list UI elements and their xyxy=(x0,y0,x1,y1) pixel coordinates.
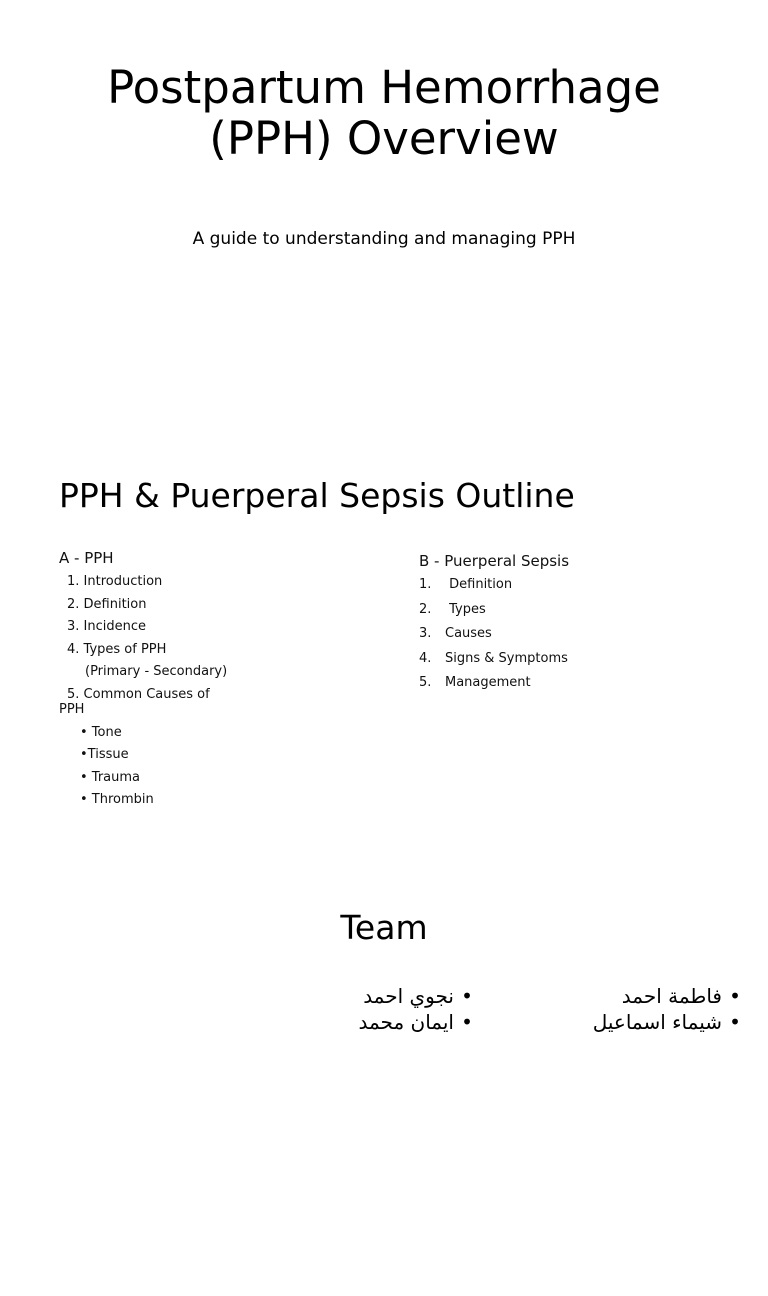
list-label: Management xyxy=(445,675,531,690)
list-item: • Tone xyxy=(80,724,122,740)
sepsis-list xyxy=(419,577,719,691)
team-member xyxy=(593,983,748,1009)
list-item: •Tissue xyxy=(80,747,129,763)
outline-title: PPH & Puerperal Sepsis Outline xyxy=(59,476,575,515)
outline-slide xyxy=(0,432,768,864)
list-item xyxy=(419,675,719,691)
list-item xyxy=(419,577,719,593)
team-member xyxy=(358,1009,480,1035)
list-item: 4. Types of PPH xyxy=(67,641,167,657)
bullet-icon: • xyxy=(461,984,473,1008)
sepsis-column xyxy=(419,551,719,700)
team-list-right xyxy=(593,983,748,1035)
pph-heading: A - PPH xyxy=(59,549,114,567)
list-number: 3. xyxy=(419,626,432,641)
sepsis-heading: B - Puerperal Sepsis xyxy=(419,552,570,570)
list-item: 5. Common Causes of PPH xyxy=(59,686,210,717)
list-number: 4. xyxy=(419,650,432,666)
list-item: 2. Definition xyxy=(67,596,147,612)
team-slide xyxy=(0,864,768,1296)
list-label: Definition xyxy=(445,577,513,592)
bullet-icon: • xyxy=(461,1010,473,1034)
list-number: 1. xyxy=(419,577,432,592)
list-number: 5. xyxy=(419,675,432,690)
list-item: • Thrombin xyxy=(80,792,154,808)
bullet-icon: • xyxy=(729,1010,741,1034)
list-item: 3. Incidence xyxy=(67,619,147,635)
team-member xyxy=(358,983,480,1009)
list-item xyxy=(419,626,719,642)
list-label: Types xyxy=(445,601,486,617)
pph-column xyxy=(59,549,229,815)
presentation-title: Postpartum Hemorrhage (PPH) Overview xyxy=(107,61,661,165)
member-name: نجوي احمد xyxy=(363,984,454,1008)
member-name: شيماء اسماعيل xyxy=(592,1010,722,1034)
team-member xyxy=(593,1009,748,1035)
list-item xyxy=(419,602,719,618)
team-title: Team xyxy=(340,908,428,947)
team-list-left xyxy=(358,983,480,1035)
list-item xyxy=(419,651,719,667)
pph-list xyxy=(59,574,229,807)
member-name: ايمان محمد xyxy=(358,1010,454,1034)
list-item: • Trauma xyxy=(80,769,141,785)
list-label: Causes xyxy=(445,626,492,641)
bullet-icon: • xyxy=(729,984,741,1008)
title-slide xyxy=(0,0,768,432)
list-item: (Primary - Secondary) xyxy=(85,664,228,680)
presentation-subtitle: A guide to understanding and managing PPH xyxy=(192,229,576,249)
list-number: 2. xyxy=(419,601,432,617)
list-item: 1. Introduction xyxy=(67,574,163,589)
list-label: Signs & Symptoms xyxy=(445,650,568,666)
member-name: فاطمة احمد xyxy=(621,984,722,1008)
